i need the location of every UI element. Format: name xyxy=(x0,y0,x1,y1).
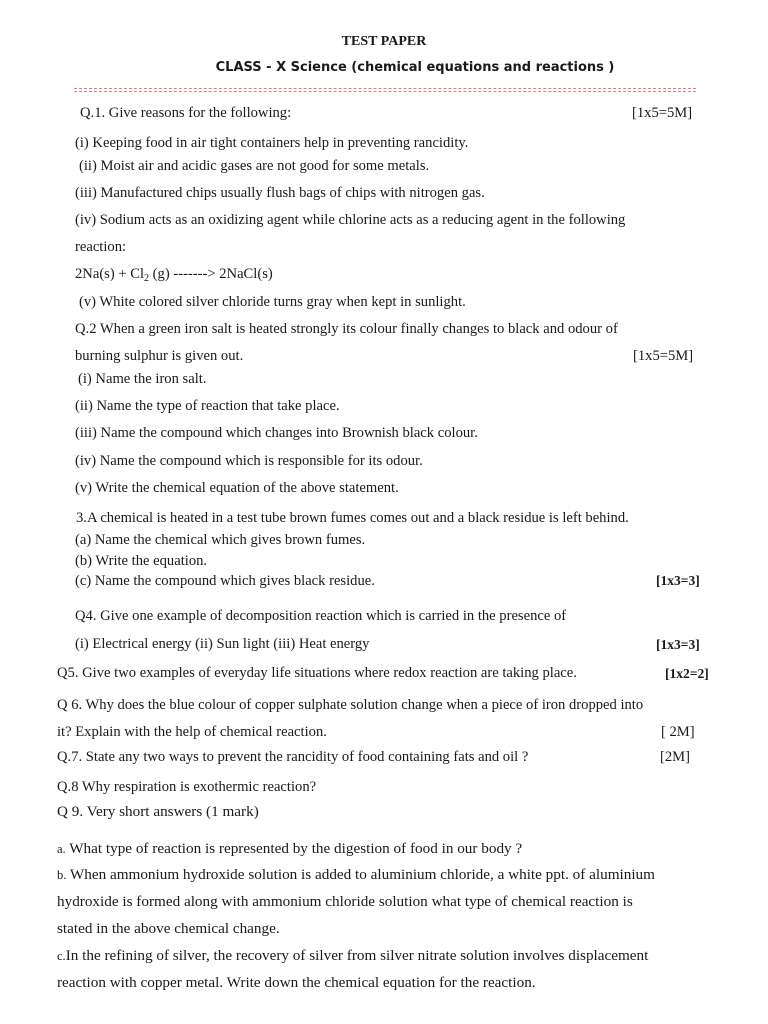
q7-text: Q.7. State any two ways to prevent the rancidity of food containing fats and oil ? xyxy=(57,749,529,765)
q5-marks: [1x2=2] xyxy=(665,666,709,681)
paper-subtitle: CLASS - X Science (chemical equations and reactions ) xyxy=(215,60,615,75)
q4-marks: [1x3=3] xyxy=(656,637,700,652)
q2-item-iv: (iv) Name the compound which is responsible for its odour. xyxy=(75,453,423,469)
q9-c-label: c. xyxy=(57,949,66,963)
q1-item-iv-line1: (iv) Sodium acts as an oxidizing agent while chlorine acts as a reducing agent in the following xyxy=(75,212,626,228)
q9-b-label: b. xyxy=(57,868,67,882)
q2-line2: burning sulphur is given out. xyxy=(75,348,244,364)
q9-item-b-line1 xyxy=(57,867,655,882)
q2-line1: Q.2 When a green iron salt is heated strongly its colour finally changes to black and odour of xyxy=(75,321,618,337)
q3-line1: 3.A chemical is heated in a test tube brown fumes comes out and a black residue is left behind. xyxy=(76,510,629,526)
q2-item-ii: (ii) Name the type of reaction that take place. xyxy=(75,398,340,414)
equation-left: 2Na(s) + Cl xyxy=(75,266,145,282)
q1-item-i: (i) Keeping food in air tight containers help in preventing rancidity. xyxy=(75,135,469,151)
q3-item-a: (a) Name the chemical which gives brown fumes. xyxy=(75,532,366,548)
q4-line1: Q4. Give one example of decomposition reaction which is carried in the presence of xyxy=(75,608,567,624)
q9-item-a xyxy=(57,841,522,856)
q9-a-label: a. xyxy=(57,842,66,856)
q2-item-i: (i) Name the iron salt. xyxy=(78,371,207,387)
q3-item-b: (b) Write the equation. xyxy=(75,553,208,569)
q1-marks: [1x5=5M] xyxy=(632,105,693,121)
q5-text: Q5. Give two examples of everyday life situations where redox reaction are taking place. xyxy=(57,665,577,681)
q2-marks: [1x5=5M] xyxy=(633,348,694,364)
header-divider xyxy=(74,88,696,89)
q3-item-c: (c) Name the compound which gives black residue. xyxy=(75,573,375,589)
q2-item-iii: (iii) Name the compound which changes into Brownish black colour. xyxy=(75,425,478,441)
q1-item-iv-line2: reaction: xyxy=(75,239,127,255)
q9-item-c-line1 xyxy=(57,948,648,963)
q9-c-text: In the refining of silver, the recovery of silver from silver nitrate solution involves displacement xyxy=(65,947,649,964)
equation-right: (g) -------> 2NaCl(s) xyxy=(149,266,273,282)
q8-text: Q.8 Why respiration is exothermic reaction? xyxy=(57,779,317,795)
q9-item-c-line2: reaction with copper metal. Write down the chemical equation for the reaction. xyxy=(57,974,536,991)
q9-item-b-line3: stated in the above chemical change. xyxy=(57,920,280,937)
q1-equation xyxy=(75,267,273,282)
q1-item-ii: (ii) Moist air and acidic gases are not good for some metals. xyxy=(79,158,430,174)
q2-item-v: (v) Write the chemical equation of the above statement. xyxy=(75,480,399,496)
header-divider-2 xyxy=(74,91,696,92)
q9-heading: Q 9. Very short answers (1 mark) xyxy=(57,803,259,820)
q1-item-v: (v) White colored silver chloride turns gray when kept in sunlight. xyxy=(79,294,466,310)
q4-line2: (i) Electrical energy (ii) Sun light (iii) Heat energy xyxy=(75,636,370,652)
q3-marks: [1x3=3] xyxy=(656,573,700,588)
q6-marks: [ 2M] xyxy=(661,724,695,740)
q1-item-iii: (iii) Manufactured chips usually flush bags of chips with nitrogen gas. xyxy=(75,185,485,201)
q9-a-text: What type of reaction is represented by the digestion of food in our body ? xyxy=(65,840,523,857)
q9-b-text: When ammonium hydroxide solution is added to aluminium chloride, a white ppt. of aluminium xyxy=(66,866,655,883)
q6-line1: Q 6. Why does the blue colour of copper sulphate solution change when a piece of iron dropped into xyxy=(57,697,644,713)
q7-marks: [2M] xyxy=(660,749,690,765)
q9-item-b-line2: hydroxide is formed along with ammonium chloride solution what type of chemical reaction is xyxy=(57,893,633,910)
q6-line2: it? Explain with the help of chemical reaction. xyxy=(57,724,327,740)
q1-heading: Q.1. Give reasons for the following: xyxy=(80,105,292,121)
paper-title: TEST PAPER xyxy=(341,34,427,49)
equation-subscript: 2 xyxy=(144,273,150,284)
